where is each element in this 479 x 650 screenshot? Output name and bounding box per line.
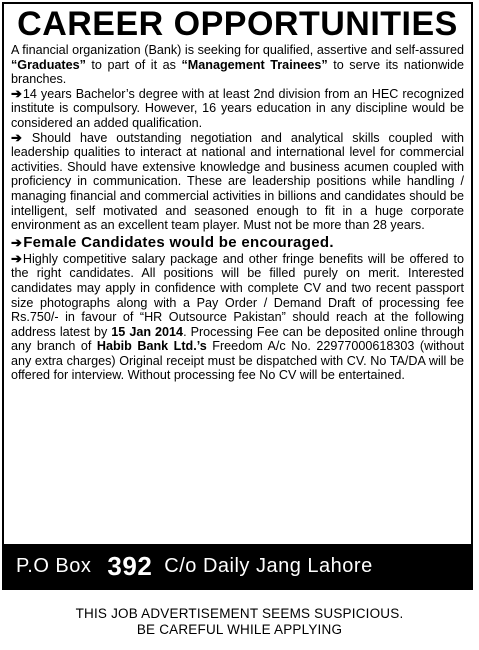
requirement-education-text: 14 years Bachelor’s degree with at least 2nd division from an HEC recognized institute is compulsory. However, 16 years education in any discipline would be considered an added qualification.: [11, 86, 464, 130]
intro-text-3: to part of it as: [85, 57, 182, 72]
bank-name: Habib Bank Ltd.’s: [96, 339, 207, 354]
warning-line-2: BE CAREFUL WHILE APPLYING: [136, 622, 343, 637]
application-text-1: Highly competitive salary package and other fringe benefits will be offered to the right candidates. All positions will be filled purely on merit. Interested candidates may apply in confidence with complete CV and two recent passport size photographs along with a Pay Order / Demand Draft of processing fee Rs.750/- in favour of “HR Outsource Pakistan” should reach at the following address latest by: [11, 251, 464, 339]
warning-line-1: THIS JOB ADVERTISEMENT SEEMS SUSPICIOUS.: [75, 606, 404, 621]
deadline-date: 15 Jan 2014: [111, 324, 184, 339]
arrow-icon: ➔: [11, 85, 22, 101]
requirement-education: [11, 87, 464, 131]
application-details: [11, 252, 464, 383]
female-candidates-line: [11, 233, 464, 252]
arrow-icon: ➔: [11, 250, 22, 266]
ad-title: CAREER OPPORTUNITIES: [17, 5, 458, 43]
application-text-2: . Processing Fee can be deposited online through any branch of: [11, 324, 464, 354]
application-text-3: Freedom A/c No. 22977000618303 (without any extra charges) Original receipt must be dispatched with CV. No TA/DA will be offered for interview. Without processing fee No CV will be entertained.: [11, 339, 464, 383]
intro-text-5: to serve its nationwide branches.: [11, 57, 464, 87]
ad-footer-address: [4, 544, 471, 588]
arrow-icon: ➔: [11, 129, 22, 145]
po-box-number: 392: [107, 550, 153, 581]
po-box-label: P.O Box: [16, 554, 92, 577]
intro-text-1: A financial organization (Bank) is seeking for qualified, assertive and self-assured: [11, 43, 464, 57]
job-advertisement: [2, 2, 473, 590]
requirement-skills: [11, 131, 464, 233]
female-candidates-text: Female Candidates would be encouraged.: [23, 233, 334, 251]
care-of-address: C/o Daily Jang Lahore: [164, 554, 373, 577]
intro-graduates: “Graduates”: [11, 57, 86, 72]
suspicious-warning: [0, 606, 479, 638]
arrow-icon: ➔: [11, 234, 23, 250]
requirement-skills-text: Should have outstanding negotiation and analytical skills coupled with leadership qualities to interact at national and international level for commercial activities. Should have extensive knowledge and business acumen coupled with proficiency in communication. These are leadership positions while handling / managing financial and commercial activities in billions and candidates should be intelligent, self motivated and seasoned enough to fit in a huge corporate environment as an excellent team player. Must not be more than 28 years.: [11, 130, 464, 233]
ad-body: [4, 43, 471, 383]
intro-management-trainees: “Management Trainees”: [181, 57, 328, 72]
intro-paragraph: [11, 43, 464, 87]
